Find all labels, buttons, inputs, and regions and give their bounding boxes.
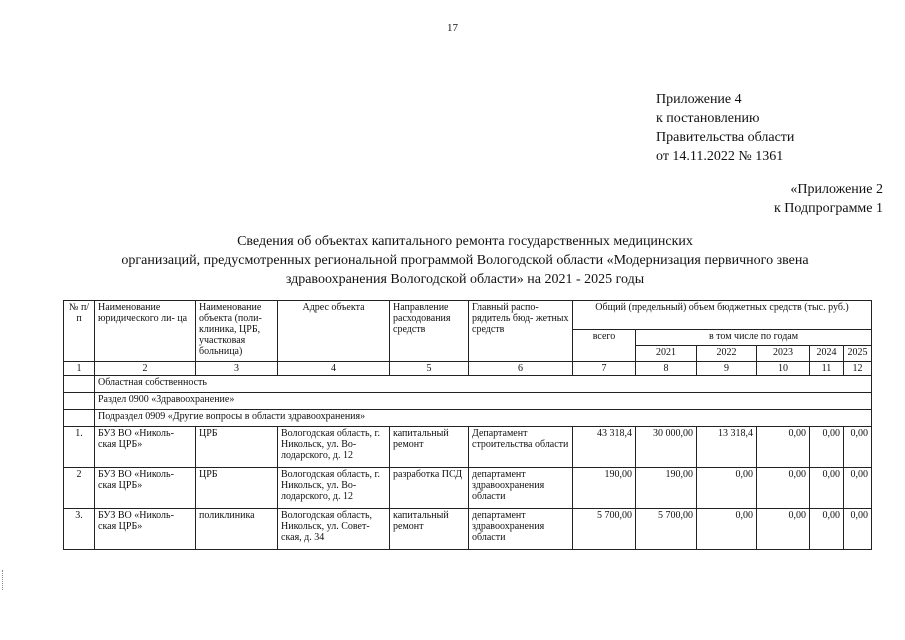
sub-appendix-line: к Подпрограмме 1 (773, 201, 883, 216)
cell-2022: 13 318,4 (697, 427, 757, 468)
header-by-years: в том числе по годам (636, 330, 872, 346)
page-number: 17 (447, 22, 458, 34)
section-title: Подраздел 0909 «Другие вопросы в области здравоохранения» (95, 410, 872, 427)
header-direction: Направление расходования средств (390, 301, 469, 362)
appendix-line: Правительства области (656, 130, 795, 145)
header-manager: Главный распо- рядитель бюд- жетных средств (469, 301, 573, 362)
cell-2023: 0,00 (757, 427, 810, 468)
cell-manager: Департамент строительства области (469, 427, 573, 468)
cell-2023: 0,00 (757, 468, 810, 509)
section-title: Раздел 0900 «Здравоохранение» (95, 393, 872, 410)
cell-address: Вологодская область, г. Никольск, ул. Во- лодарского, д. 12 (278, 468, 390, 509)
cell-num: 3. (64, 509, 95, 550)
document-title (60, 232, 870, 289)
section-row (64, 393, 872, 410)
column-numbers-row (64, 362, 872, 376)
cell-legal-entity: БУЗ ВО «Николь- ская ЦРБ» (95, 427, 196, 468)
cell-2021: 190,00 (636, 468, 697, 509)
cell-object-name: ЦРБ (196, 468, 278, 509)
cell-num: 2 (64, 468, 95, 509)
header-budget-total: Общий (предельный) объем бюджетных средств (тыс. руб.) (573, 301, 872, 330)
cell-total: 190,00 (573, 468, 636, 509)
cell-num: 1. (64, 427, 95, 468)
header-year: 2022 (697, 346, 757, 362)
header-year: 2025 (844, 346, 872, 362)
column-number: 9 (697, 362, 757, 376)
appendix-line: Приложение 4 (656, 92, 742, 107)
header-year: 2021 (636, 346, 697, 362)
cell-legal-entity: БУЗ ВО «Николь- ская ЦРБ» (95, 468, 196, 509)
cell-address: Вологодская область, г. Никольск, ул. Во- лодарского, д. 12 (278, 427, 390, 468)
cell-2021: 30 000,00 (636, 427, 697, 468)
sub-appendix-line: «Приложение 2 (790, 182, 883, 197)
cell-manager: департамент здравоохранения области (469, 468, 573, 509)
sub-appendix-block (774, 180, 883, 218)
cell-2025: 0,00 (844, 509, 872, 550)
cell-legal-entity: БУЗ ВО «Николь- ская ЦРБ» (95, 509, 196, 550)
section-title: Областная собственность (95, 376, 872, 393)
table-row (64, 468, 872, 509)
cell-2024: 0,00 (810, 468, 844, 509)
title-line: Сведения об объектах капитального ремонта государственных медицинских (237, 234, 693, 249)
column-number: 5 (390, 362, 469, 376)
header-address: Адрес объекта (278, 301, 390, 362)
table-row (64, 427, 872, 468)
appendix-block (656, 90, 794, 166)
cell-object-name: поликлиника (196, 509, 278, 550)
cell-total: 5 700,00 (573, 509, 636, 550)
header-year: 2023 (757, 346, 810, 362)
cell-address: Вологодская область, Никольск, ул. Совет- ская, д. 34 (278, 509, 390, 550)
column-number: 3 (196, 362, 278, 376)
header-legal-entity: Наименование юридического ли- ца (95, 301, 196, 362)
cell-2022: 0,00 (697, 468, 757, 509)
header-num: № п/п (64, 301, 95, 362)
section-row (64, 410, 872, 427)
title-line: организаций, предусмотренных региональной программой Вологодской области «Модернизация первичного звена (121, 253, 809, 268)
cell-manager: департамент здравоохранения области (469, 509, 573, 550)
cell-2021: 5 700,00 (636, 509, 697, 550)
appendix-line: к постановлению (656, 111, 760, 126)
scan-edge-mark (2, 570, 6, 590)
cell-2024: 0,00 (810, 509, 844, 550)
column-number: 7 (573, 362, 636, 376)
table-row (64, 509, 872, 550)
column-number: 12 (844, 362, 872, 376)
title-line: здравоохранения Вологодской области» на 2021 - 2025 годы (285, 272, 645, 287)
column-number: 4 (278, 362, 390, 376)
appendix-line: от 14.11.2022 № 1361 (656, 149, 784, 164)
cell-2023: 0,00 (757, 509, 810, 550)
column-number: 6 (469, 362, 573, 376)
cell-direction: разработка ПСД (390, 468, 469, 509)
cell-direction: капитальный ремонт (390, 427, 469, 468)
column-number: 10 (757, 362, 810, 376)
section-row (64, 376, 872, 393)
header-total: всего (573, 330, 636, 362)
cell-2025: 0,00 (844, 468, 872, 509)
cell-direction: капитальный ремонт (390, 509, 469, 550)
cell-2024: 0,00 (810, 427, 844, 468)
column-number: 11 (810, 362, 844, 376)
table-header-row (64, 301, 872, 330)
cell-object-name: ЦРБ (196, 427, 278, 468)
column-number: 1 (64, 362, 95, 376)
cell-total: 43 318,4 (573, 427, 636, 468)
header-year: 2024 (810, 346, 844, 362)
column-number: 8 (636, 362, 697, 376)
cell-2025: 0,00 (844, 427, 872, 468)
column-number: 2 (95, 362, 196, 376)
header-object-name: Наименование объекта (поли- клиника, ЦРБ, участковая больница) (196, 301, 278, 362)
cell-2022: 0,00 (697, 509, 757, 550)
capital-repair-table (63, 300, 872, 550)
